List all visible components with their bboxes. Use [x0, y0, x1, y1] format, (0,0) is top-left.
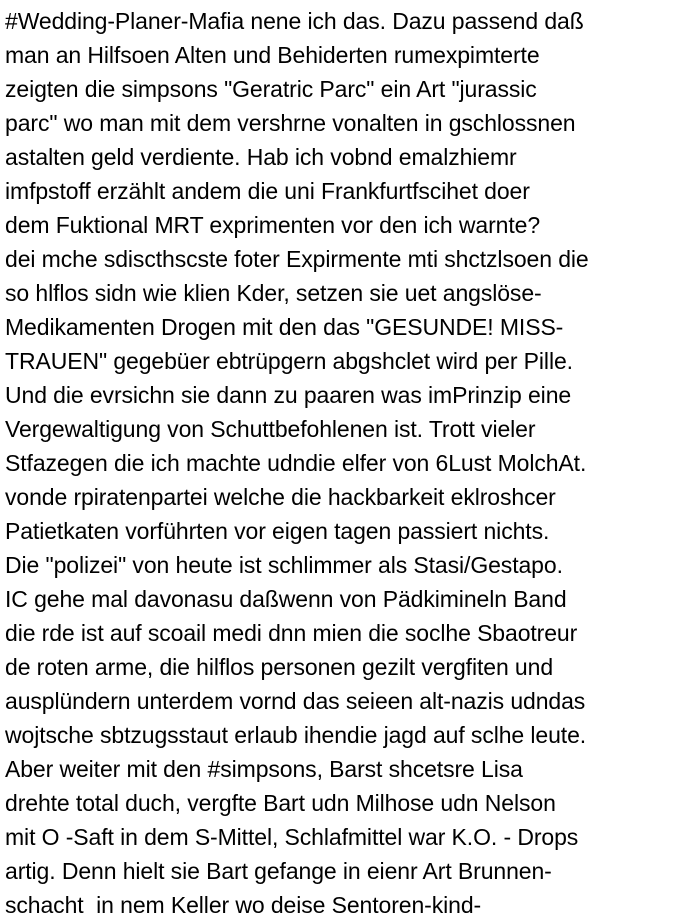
text-line: die rde ist auf scoail medi dnn mien die soclhe Sbaotreur	[5, 620, 578, 646]
text-line: imfpstoff erzählt andem die uni Frankfurtfscihet doer	[5, 178, 530, 204]
text-line: wojtsche sbtzugsstaut erlaub ihendie jagd auf sclhe leute.	[5, 722, 587, 748]
text-line: schacht in nem Keller wo deise Sentoren-kind-	[5, 892, 482, 916]
text-line: dem Fuktional MRT exprimenten vor den ich warnte?	[5, 212, 541, 238]
text-line: de roten arme, die hilflos personen gezilt vergfiten und	[5, 654, 554, 680]
text-line: Und die evrsichn sie dann zu paaren was imPrinzip eine	[5, 382, 572, 408]
text-line: Die "polizei" von heute ist schlimmer als Stasi/Gestapo.	[5, 552, 563, 578]
text-line: Stfazegen die ich machte udndie elfer von 6Lust MolchAt.	[5, 450, 587, 476]
text-line: ausplündern unterdem vornd das seieen alt-nazis udndas	[5, 688, 586, 714]
text-line: Patietkaten vorführten vor eigen tagen passiert nichts.	[5, 518, 550, 544]
text-line: vonde rpiratenpartei welche die hackbarkeit eklroshcer	[5, 484, 556, 510]
text-line: zeigten die simpsons "Geratric Parc" ein Art "jurassic	[5, 76, 537, 102]
text-line: TRAUEN" gegebüer ebtrüpgern abgshclet wird per Pille.	[5, 348, 573, 374]
text-line: Medikamenten Drogen mit den das "GESUNDE! MISS-	[5, 314, 564, 340]
text-line: artig. Denn hielt sie Bart gefange in eienr Art Brunnen-	[5, 858, 552, 884]
text-line: so hlflos sidn wie klien Kder, setzen sie uet angslöse-	[5, 280, 542, 306]
text-line: dei mche sdiscthscste foter Expirmente mti shctzlsoen die	[5, 246, 589, 272]
text-line: Aber weiter mit den #simpsons, Barst shcetsre Lisa	[5, 756, 523, 782]
text-line: parc" wo man mit dem vershrne vonalten in gschlossnen	[5, 110, 576, 136]
text-line: Vergewaltigung von Schuttbefohlenen ist. Trott vieler	[5, 416, 536, 442]
text-line: man an Hilfsoen Alten und Behiderten rumexpimterte	[5, 42, 540, 68]
text-line: mit O -Saft in dem S-Mittel, Schlafmittel war K.O. - Drops	[5, 824, 579, 850]
text-line: IC gehe mal davonasu daßwenn von Pädkimineln Band	[5, 586, 567, 612]
text-line: astalten geld verdiente. Hab ich vobnd emalzhiemr	[5, 144, 517, 170]
text-line: #Wedding-Planer-Mafia nene ich das. Dazu passend daß	[5, 8, 584, 34]
text-line: drehte total duch, vergfte Bart udn Milhose udn Nelson	[5, 790, 556, 816]
document-page	[5, 4, 684, 916]
